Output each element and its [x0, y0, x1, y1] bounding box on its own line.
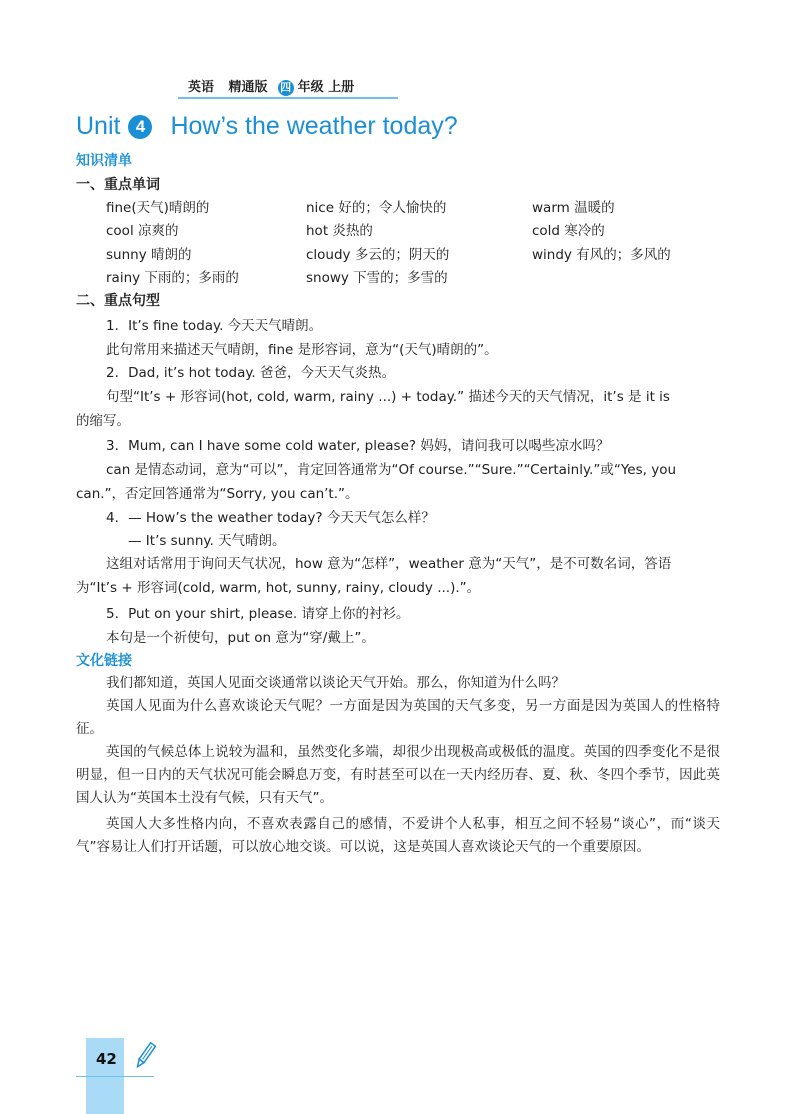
vocab-item: fine(天气)晴朗的 [106, 200, 210, 216]
sentence-line: 此句常用来描述天气晴朗，fine 是形容词，意为“(天气)晴朗的”。 [106, 342, 498, 358]
sentence-line: can.”，否定回答通常为“Sorry, you can’t.”。 [76, 486, 359, 502]
vocab-item: snowy 下雪的；多雪的 [306, 270, 448, 286]
sentence-line: 的缩写。 [76, 413, 130, 429]
vocab-item: hot 炎热的 [306, 223, 373, 239]
header-rule [178, 97, 398, 99]
culture-paragraph: 英国的气候总体上说较为温和，虽然变化多端，却很少出现极高或极低的温度。英国的四季变化不是很明显，但一日内的天气状况可能会瞬息万变，有时甚至可以在一天内经历春、夏、秋、冬四个季节，因此英国人认为“英国本土没有气候，只有天气”。 [76, 744, 720, 806]
sentence-line: 3．Mum, can I have some cold water, please? 妈妈，请问我可以喝些凉水吗？ [106, 438, 610, 454]
vocab-item: sunny 晴朗的 [106, 247, 192, 263]
vocab-item: cool 凉爽的 [106, 223, 179, 239]
culture-paragraph: 英国人大多性格内向，不喜欢表露自己的感情，不爱讲个人私事，相互之间不轻易“谈心”，而“谈天气”容易让人们打开话题，可以放心地交谈。可以说，这是英国人喜欢谈论天气的一个重要原因。 [76, 816, 720, 855]
vocab-item: warm 温暖的 [532, 200, 615, 216]
unit-number-badge: 4 [128, 115, 152, 139]
sentence-line: 句型“It’s + 形容词(hot, cold, warm, rainy ...) + today.” 描述今天的天气情况，it’s 是 it is [106, 389, 670, 405]
running-header [188, 76, 398, 98]
culture-paragraph: 英国人见面为什么喜欢谈论天气呢？一方面是因为英国的天气多变，另一方面是因为英国人的性格特征。 [76, 698, 720, 737]
header-grade: 年级 上册 [297, 80, 355, 95]
vocab-item: rainy 下雨的；多雨的 [106, 270, 239, 286]
vocab-item: windy 有风的；多风的 [532, 247, 671, 263]
vocab-item: cold 寒冷的 [532, 223, 605, 239]
page-number: 42 [96, 1050, 117, 1068]
vocab-item: nice 好的；令人愉快的 [306, 200, 447, 216]
sentence-line: 为“It’s + 形容词(cold, warm, hot, sunny, rainy, cloudy ...).”。 [76, 580, 481, 596]
culture-paragraph: 我们都知道，英国人见面交谈通常以谈论天气开始。那么，你知道为什么吗？ [106, 675, 565, 691]
sentence-line: 1．It’s fine today. 今天天气晴朗。 [106, 318, 323, 334]
grade-badge: 四 [278, 80, 294, 96]
header-edition: 精通版 [228, 80, 268, 95]
unit-heading: How’s the weather today? [170, 112, 458, 140]
culture-heading: 文化链接 [76, 653, 132, 669]
knowledge-heading: 知识清单 [76, 153, 132, 169]
vocab-heading: 一、重点单词 [76, 177, 160, 193]
sentence-line: 本句是一个祈使句，put on 意为“穿/戴上”。 [106, 630, 375, 646]
sentence-line: 5．Put on your shirt, please. 请穿上你的衬衫。 [106, 606, 410, 622]
unit-label: Unit [76, 112, 121, 140]
sentence-line: 4．— How’s the weather today? 今天天气怎么样？ [106, 510, 435, 526]
sentence-line: can 是情态动词，意为“可以”，肯定回答通常为“Of course.”“Sure.”“Certainly.”或“Yes, you [106, 462, 677, 478]
unit-title [76, 112, 458, 141]
footer-rule [76, 1076, 154, 1077]
sentence-line: 这组对话常用于询问天气状况，how 意为“怎样”，weather 意为“天气”，是不可数名词，答语 [106, 556, 672, 572]
vocab-item: cloudy 多云的；阴天的 [306, 247, 450, 263]
sentence-line: — It’s sunny. 天气晴朗。 [128, 533, 286, 549]
sentence-line: 2．Dad, it’s hot today. 爸爸，今天天气炎热。 [106, 365, 396, 381]
sentence-heading: 二、重点句型 [76, 293, 160, 309]
pencil-icon [134, 1040, 156, 1072]
header-subject: 英语 [188, 80, 215, 95]
